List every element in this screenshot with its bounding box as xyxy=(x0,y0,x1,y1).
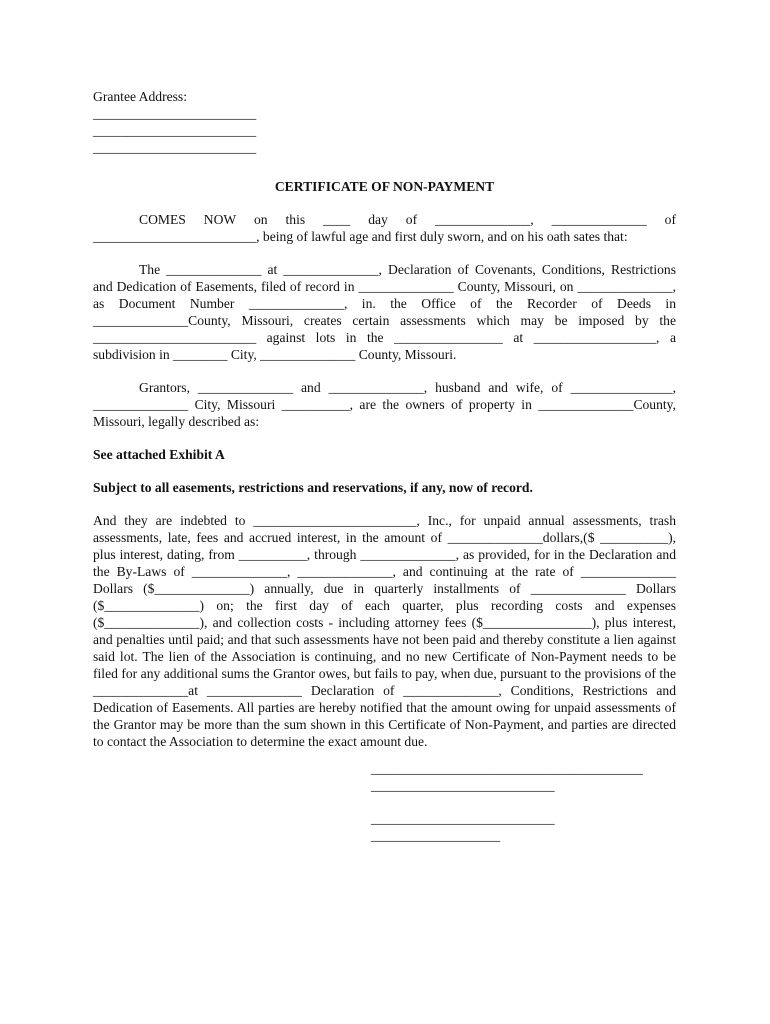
signature-line-4: ___________________ xyxy=(371,828,501,843)
signature-line-1: ________________________________________ xyxy=(371,761,643,776)
grantee-address-block xyxy=(93,88,676,156)
exhibit-reference: See attached Exhibit A xyxy=(93,447,225,462)
paragraph-comes-now: COMES NOW on this ____ day of ______________, ______________ of ________________________, being of lawful age and first duly sworn, and on his oath sates that: xyxy=(93,212,676,244)
paragraph-declaration: The ______________ at ______________, Declaration of Covenants, Conditions, Restrictions and Dedication of Easements, filed of record in ______________ County, Missouri, on ______________, as Document Number ______________, in. the Office of the Recorder of Deeds in ______________County, Missouri, creates certain assessments which may be imposed by the ________________________ against lots in the ________________ at __________________, a subdivision in ________ City, ______________ County, Missouri. xyxy=(93,262,676,362)
address-line-3: ________________________ xyxy=(93,140,257,155)
subject-clause: Subject to all easements, restrictions and reservations, if any, now of record. xyxy=(93,480,533,495)
grantee-address-label: Grantee Address: xyxy=(93,89,187,104)
address-line-2: ________________________ xyxy=(93,123,257,138)
document-title: CERTIFICATE OF NON-PAYMENT xyxy=(274,179,495,194)
signature-group-2 xyxy=(371,810,676,844)
paragraph-indebted: And they are indebted to ________________________, Inc., for unpaid annual assessments, trash assessments, late, fees and accrued interest, in the amount of ______________dollars,($ __________), plus interest, dating, from __________, through ______________, as provided, for in the Declaration and the By-Laws of ______________, ______________, and continuing at the rate of ______________ Dollars ($______________) annually, due in quarterly installments of ______________ Dollars ($______________) on; the first day of each quarter, plus recording costs and expenses ($______________), and collection costs - including attorney fees ($________________), plus interest, and penalties until paid; and that such assessments have not been paid and thereby constitute a lien against said lot. The lien of the Association is continuing, and no new Certificate of Non-Payment needs to be filed for any additional sums the Grantor owes, but fails to pay, when due, pursuant to the provisions of the ______________at ______________ Declaration of ______________, Conditions, Restrictions and Dedication of Easements. All parties are hereby notified that the amount owing for unpaid assessments of the Grantor may be more than the sum shown in this Certificate of Non-Payment, and parties are directed to contact the Association to determine the exact amount due. xyxy=(93,513,676,749)
signature-line-2: ___________________________ xyxy=(371,778,555,793)
address-line-1: ________________________ xyxy=(93,106,257,121)
signature-group-1 xyxy=(371,760,676,794)
signature-block xyxy=(371,760,676,844)
signature-line-3: ___________________________ xyxy=(371,811,555,826)
paragraph-grantors: Grantors, ______________ and ______________, husband and wife, of _______________, ______________ City, Missouri __________, are the owners of property in ______________County, Missouri, legally described as: xyxy=(93,380,676,429)
